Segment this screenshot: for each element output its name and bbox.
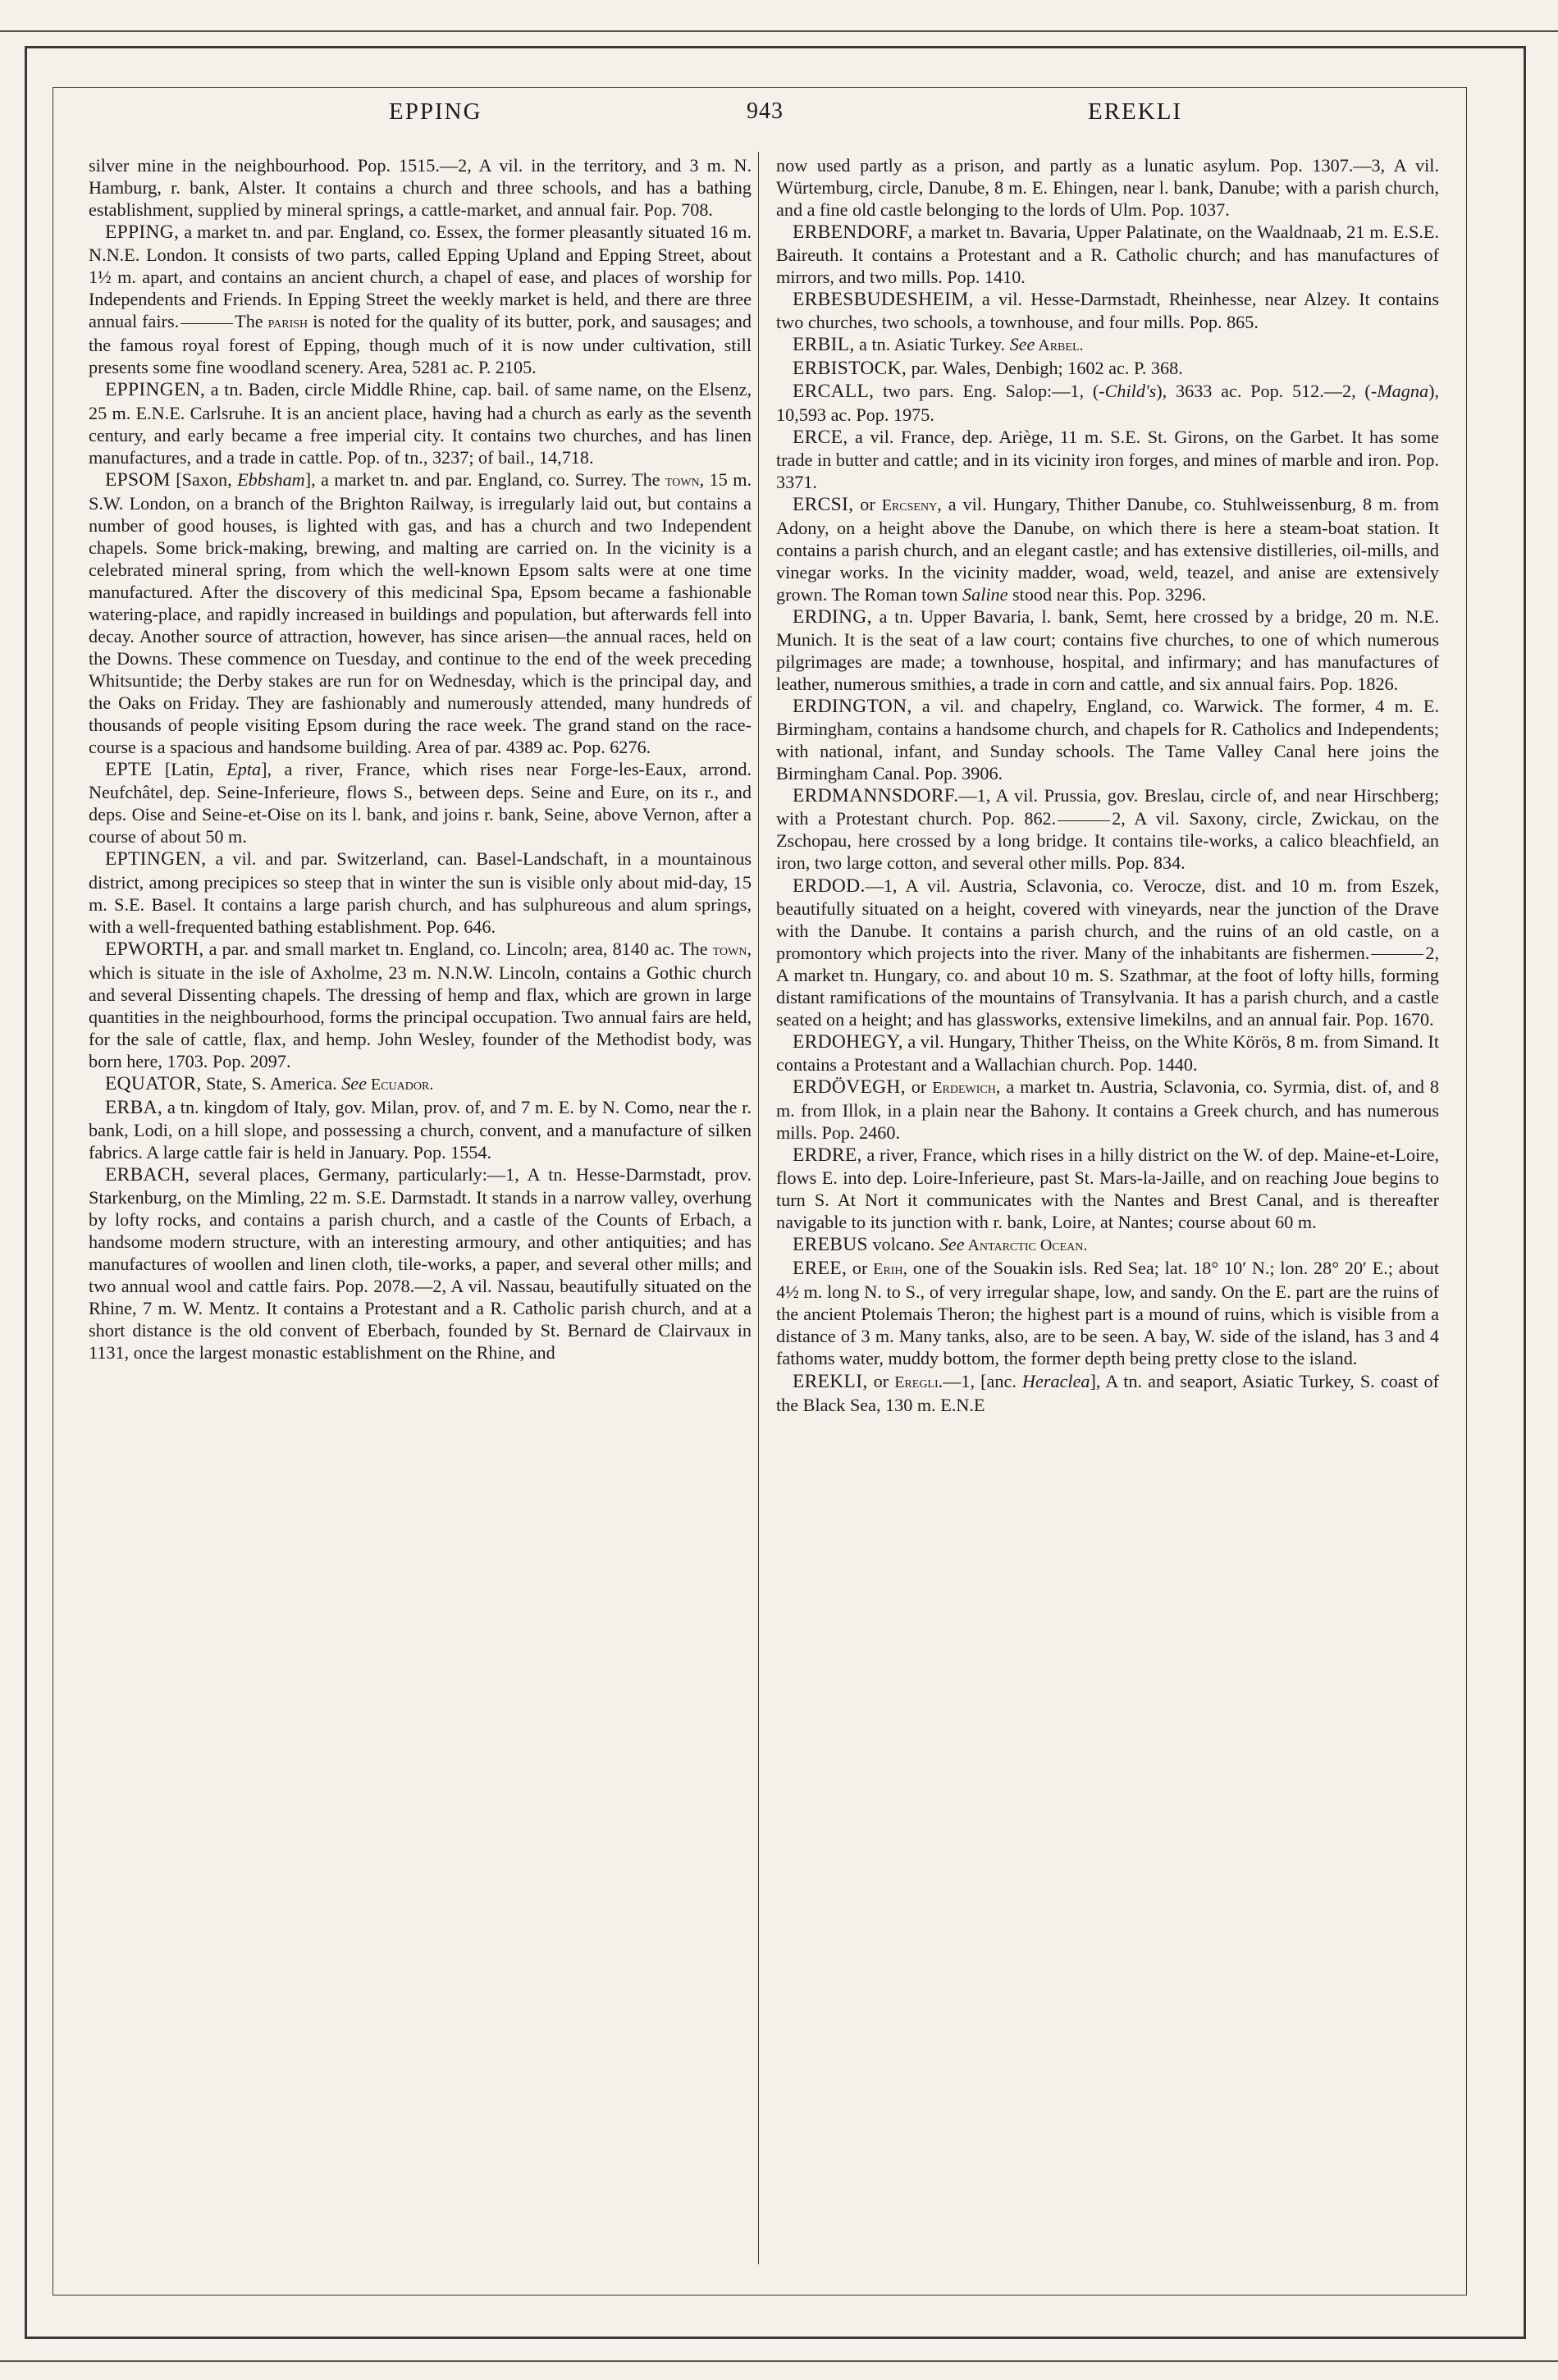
entry-epsom: EPSOM [Saxon, Ebbsham], a market tn. and par. England, co. Surrey. The town, 15 m. S.W. London, on a branch of the Brighton Railway, is irregularly laid out, but contains a number of good houses, is lighted with gas, and has a church and two Independent chapels. Some brick-making, brewing, and malting are carried on. In the vicinity is a celebrated mineral spring, from which the well-known Epsom salts were at one time manufactured. After the discovery of this medicinal Spa, Epsom became a fashionable watering-place, and rapidly increased in buildings and population, but afterwards fell into decay. Another source of attraction, however, has since arisen—the annual races, held on the Downs. These commence on Tuesday, and continue to the end of the week preceding Whitsuntide; the Derby stakes are run for on Wednesday, which is the principal day, and the Oaks on Friday. They are fashionably and numerously attended, many hundreds of thousands of people visiting Epsom during the race week. The grand stand on the race-course is a spacious and handsome building. Area of par. 4389 ac. Pop. 6276.	[89, 468, 752, 758]
entry-erekli: EREKLI, or Eregli.—1, [anc. Heraclea], A tn. and seaport, Asiatic Turkey, S. coast of the Black Sea, 130 m. E.N.E	[776, 1370, 1440, 1415]
headword: ERDRE,	[793, 1144, 862, 1167]
entry-erebus: EREBUS volcano. See Antarctic Ocean.	[793, 1234, 1088, 1256]
headword: ERCSI,	[793, 493, 854, 515]
entry-erbil: ERBIL, a tn. Asiatic Turkey. See Arbel.	[793, 334, 1084, 356]
entry-eree: EREE, or Erih, one of the Souakin isls. Red Sea; lat. 18° 10′ N.; lon. 28° 20′ E.; about 4½ m. long N. to S., of very irregular shape, low, and sandy. On the E. part are the ruins of the ancient Ptolemais Theron; the highest part is a mound of ruins, which is visible from a distance of 3 m. Many tanks, also, are to be seen. A bay, W. side of the island, has 3 and 4 fathoms water, muddy bottom, the former depth being pretty close to the island.	[776, 1258, 1440, 1369]
entry-erdod: ERDOD.—1, A vil. Austria, Sclavonia, co. Verocze, dist. and 10 m. from Eszek, beautifully situated on a height, covered with vineyards, near the junction of the Drave with the Danube. It contains a parish church, and the ruins of an old castle, on a promontory which projects into the river. Many of the inhabitants are fishermen. 2, A market tn. Hungary, co. and about 10 m. S. Szathmar, at the foot of lofty hills, forming distant ramifications of the mountains of Transylvania. It has a parish church, and a castle seated on a height; and has glassworks, extensive limekilns, and an annual fair. Pop. 1670.	[776, 875, 1439, 1030]
header-last-entry: EREKLI	[1088, 98, 1183, 125]
headword: ERDING,	[793, 605, 872, 628]
left-column	[89, 154, 752, 1364]
headword: ERDMANNSDORF.	[793, 785, 959, 807]
entry-erdovegh: ERDÖVEGH, or Erdewich, a market tn. Austria, Sclavonia, co. Syrmia, dist. of, and 8 m. from Illok, in a plain near the Bahony. It contains a Greek church, and has numerous mills. Pop. 2460.	[776, 1076, 1439, 1144]
headword: EPTINGEN,	[105, 848, 207, 870]
column-divider	[758, 152, 759, 2264]
headword: ERBA,	[105, 1096, 163, 1118]
entry-erbesbudesheim: ERBESBUDESHEIM, a vil. Hesse-Darmstadt, Rheinhesse, near Alzey. It contains two churches, two schools, a townhouse, and four mills. Pop. 865.	[776, 289, 1439, 333]
dash-rule	[1371, 954, 1423, 955]
dash-rule	[180, 323, 233, 324]
page-number: 943	[747, 98, 784, 124]
headword: ERBIL,	[793, 334, 855, 356]
headword: ERDINGTON,	[793, 696, 912, 718]
bottom-edge-rule	[0, 2360, 1558, 2362]
headword: EPSOM	[105, 468, 171, 491]
entry-erbistock: ERBISTOCK, par. Wales, Denbigh; 1602 ac. P. 368.	[793, 358, 1183, 380]
top-edge-rule	[0, 30, 1558, 32]
headword: ERBACH,	[105, 1164, 190, 1186]
right-column	[776, 154, 1439, 1416]
entry-erdmannsdorf: ERDMANNSDORF.—1, A vil. Prussia, gov. Breslau, circle of, and near Hirschberg; with a Protestant church. Pop. 862. 2, A vil. Saxony, circle, Zwickau, on the Zschopau, here crossed by a long bridge. It contains tile-works, a calico bleachfield, an iron, two large cotton, and several other mills. Pop. 834.	[776, 785, 1439, 874]
entry-epping: EPPING, a market tn. and par. England, co. Essex, the former pleasantly situated 16 m. N.N.E. London. It consists of two parts, called Epping Upland and Epping Street, about 1½ m. apart, and contains an ancient church, a chapel of ease, and places of worship for Independents and Friends. In Epping Street the weekly market is held, and there are three annual fairs. The parish is noted for the quality of its butter, pork, and sausages; and the famous royal forest of Epping, though much of it is now under cultivation, still presents some fine woodland scenery. Area, 5281 ac. P. 2105.	[89, 222, 752, 378]
entry-erdington: ERDINGTON, a vil. and chapelry, England, co. Warwick. The former, 4 m. E. Birmingham, contains a handsome church, and chapels for R. Catholics and Independents; with national, infant, and Sunday schools. The Tame Valley Canal here joins the Birmingham Canal. Pop. 3906.	[776, 696, 1439, 784]
headword: EREKLI,	[793, 1370, 868, 1392]
entry-epte: EPTE [Latin, Epta], a river, France, which rises near Forge-les-Eaux, arrond. Neufchâtel, dep. Seine-Inferieure, flows S., between deps. Seine and Eure, on its r., and deps. Oise and Seine-et-Oise on its l. bank, and joins r. bank, Seine, above Vernon, after a course of about 50 m.	[89, 759, 752, 847]
running-header	[53, 98, 1467, 139]
headword: ERDOD.	[793, 875, 866, 897]
headword: EREBUS	[793, 1234, 868, 1256]
entry-erbendorf: ERBENDORF, a market tn. Bavaria, Upper Palatinate, on the Waaldnaab, 21 m. E.S.E. Baireuth. It contains a Protestant and a R. Catholic church; and has manufactures of mirrors, and two mills. Pop. 1410.	[776, 222, 1439, 288]
entry-continuation: now used partly as a prison, and partly as a lunatic asylum. Pop. 1307.—3, A vil. Würtemburg, circle, Danube, 8 m. E. Ehingen, near l. bank, Danube; with a parish church, and a fine old castle belonging to the lords of Ulm. Pop. 1037.	[776, 155, 1439, 221]
headword: EREE,	[793, 1258, 848, 1280]
entry-eppingen: EPPINGEN, a tn. Baden, circle Middle Rhine, cap. bail. of same name, on the Elsenz, 25 m. E.N.E. Carlsruhe. It is an ancient place, having had a church as early as the seventh century, and early became a free imperial city. It contains two churches, and has linen manufactures, and a trade in cattle. Pop. of tn., 3237; of bail., 14,718.	[89, 379, 752, 468]
headword: ERCE,	[793, 426, 848, 448]
headword: EQUATOR,	[105, 1072, 202, 1094]
header-first-entry: EPPING	[389, 98, 482, 125]
entry-eptingen: EPTINGEN, a vil. and par. Switzerland, can. Basel-Landschaft, in a mountainous district, among precipices so steep that in winter the sun is visible only about mid-day, 15 m. S.E. Basel. It contains a large parish church, and has sulphureous and alum springs, with a well-frequented bathing establishment. Pop. 646.	[89, 848, 752, 937]
headword: ERBENDORF,	[793, 222, 913, 244]
entry-continuation: silver mine in the neighbourhood. Pop. 1515.—2, A vil. in the territory, and 3 m. N. Hamburg, r. bank, Alster. It contains a church and three schools, and has a bathing establishment, supplied by mineral springs, a cattle-market, and annual fair. Pop. 708.	[89, 155, 752, 221]
headword: EPTE	[105, 759, 153, 781]
dash-rule	[1058, 820, 1110, 821]
entry-erba: ERBA, a tn. kingdom of Italy, gov. Milan, prov. of, and 7 m. E. by N. Como, near the r. bank, Lodi, on a hill slope, and possessing a church, convent, and a manufacture of silken fabrics. A large cattle fair is held in January. Pop. 1554.	[89, 1096, 752, 1163]
entry-ercall: ERCALL, two pars. Eng. Salop:—1, (-Child's), 3633 ac. Pop. 512.—2, (-Magna), 10,593 ac. Pop. 1975.	[776, 381, 1439, 425]
headword: EPPINGEN,	[105, 379, 206, 401]
headword: ERDÖVEGH,	[793, 1076, 906, 1098]
headword: EPWORTH,	[105, 938, 204, 960]
headword: ERBESBUDESHEIM,	[793, 289, 974, 311]
entry-erce: ERCE, a vil. France, dep. Ariège, 11 m. S.E. St. Girons, on the Garbet. It has some trade in butter and cattle; and in its vicinity iron forges, and mines of marble and iron. Pop. 3371.	[776, 426, 1439, 492]
entry-erding: ERDING, a tn. Upper Bavaria, l. bank, Semt, here crossed by a bridge, 20 m. N.E. Munich. It is the seat of a law court; contains five churches, to one of which numerous pilgrimages are made; a townhouse, hospital, and infirmary; and has manufactures of leather, numerous smithies, a trade in corn and cattle, and six annual fairs. Pop. 1826.	[776, 605, 1439, 695]
headword: ERCALL,	[793, 381, 875, 403]
headword: EPPING,	[105, 222, 180, 244]
entry-erdre: ERDRE, a river, France, which rises in a hilly district on the W. of dep. Maine-et-Loire, flows E. into dep. Loire-Inferieure, past St. Mars-la-Jaille, and on reaching Joue begins to turn S. At Nort it communicates with the Nantes and Brest Canal, and is thereafter navigable to its junction with r. bank, Loire, at Nantes; course about 60 m.	[776, 1144, 1439, 1233]
headword: ERDOHEGY,	[793, 1030, 903, 1053]
entry-equator: EQUATOR, State, S. America. See Ecuador.	[105, 1072, 434, 1094]
headword: ERBISTOCK,	[793, 358, 907, 380]
entry-epworth: EPWORTH, a par. and small market tn. England, co. Lincoln; area, 8140 ac. The town, which is situate in the isle of Axholme, 23 m. N.N.W. Lincoln, contains a Gothic church and several Dissenting chapels. The dressing of hemp and flax, which are grown in large quantities in the neighbourhood, forms the principal occupation. Two annual fairs are held, for the sale of cattle, flax, and hemp. John Wesley, founder of the Methodist body, was born here, 1703. Pop. 2097.	[89, 938, 752, 1071]
entry-erbach: ERBACH, several places, Germany, particularly:—1, A tn. Hesse-Darmstadt, prov. Starkenburg, on the Mimling, 22 m. S.E. Darmstadt. It stands in a narrow valley, overhung by lofty rocks, and contains a parish church, and a castle of the Counts of Erbach, a handsome modern structure, with an interesting armoury, and other antiquities; and has manufactures of woollen and linen cloth, tile-works, a paper, and several other mills; and two annual wool and cattle fairs. Pop. 2078.—2, A vil. Nassau, beautifully situated on the Rhine, 7 m. W. Mentz. It contains a Protestant and a R. Catholic parish church, and at a short distance is the old convent of Eberbach, founded by St. Bernard de Clairvaux in 1131, once the largest monastic establishment on the Rhine, and	[89, 1164, 752, 1364]
entry-ercsi: ERCSI, or Ercseny, a vil. Hungary, Thither Danube, co. Stuhlweissenburg, 8 m. from Adony, on a height above the Danube, on which there is here a steam-boat station. It contains a parish church, and an elegant castle; and has extensive distilleries, oil-mills, and vinegar works. In the vicinity madder, woad, weld, teazel, and anise are extensively grown. The Roman town Saline stood near this. Pop. 3296.	[776, 493, 1439, 605]
entry-erdohegy: ERDOHEGY, a vil. Hungary, Thither Theiss, on the White Körös, 8 m. from Simand. It contains a Protestant and a Wallachian church. Pop. 1440.	[776, 1030, 1439, 1075]
